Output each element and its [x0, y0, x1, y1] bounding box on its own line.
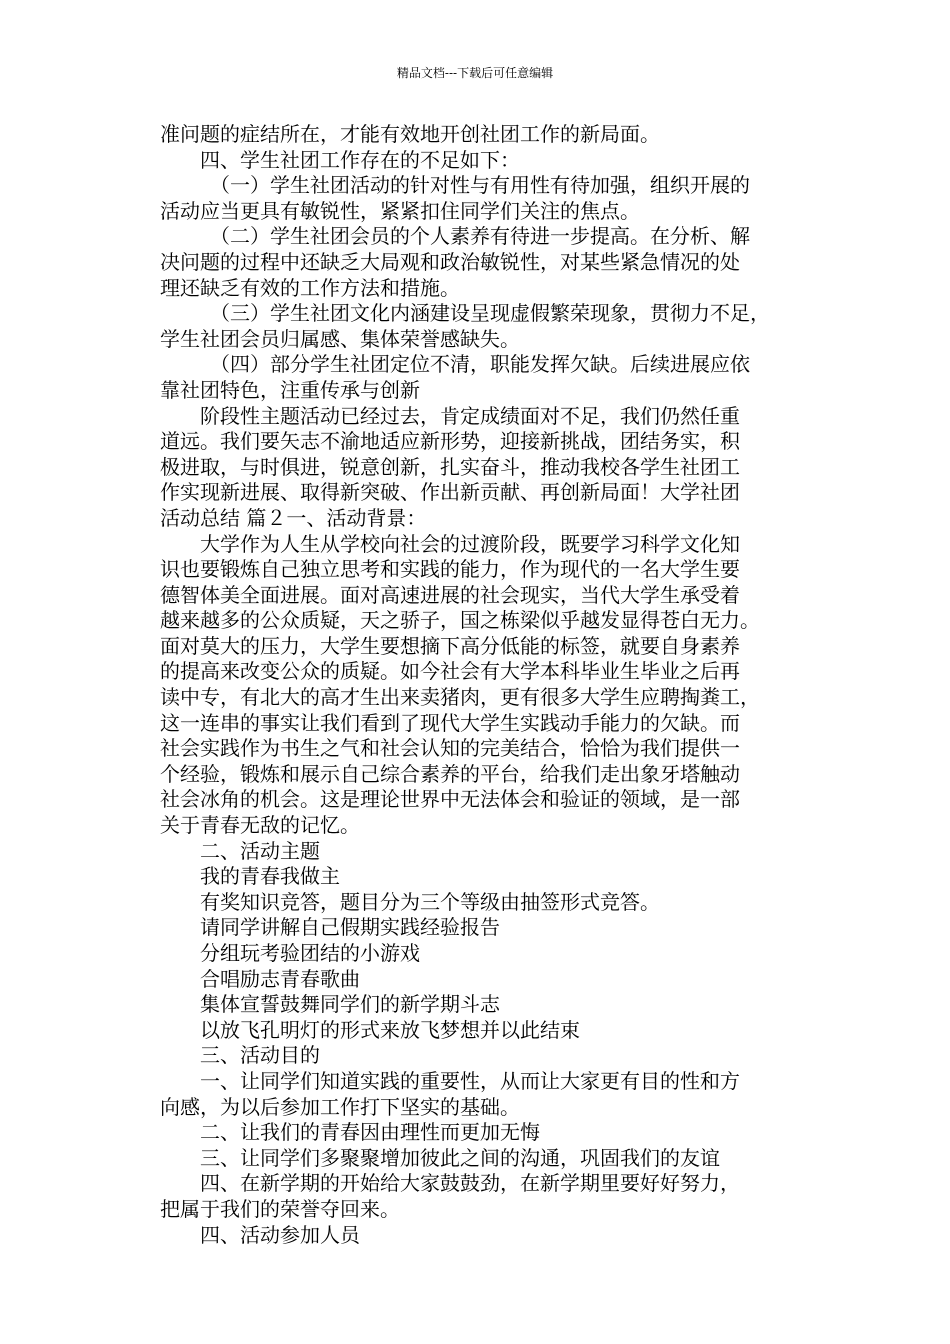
- text-line: 德智体美全面进展。面对高速进展的社会现实，当代大学生承受着: [160, 582, 740, 607]
- text-line: 越来越多的公众质疑，天之骄子，国之栋梁似乎越发显得苍白无力。: [160, 608, 760, 633]
- text-line: 活动总结 篇２一、活动背景：: [160, 505, 427, 530]
- text-line: 三、活动目的: [200, 1043, 320, 1068]
- text-line: 识也要锻炼自己独立思考和实践的能力，作为现代的一名大学生要: [160, 557, 740, 582]
- text-line: （二）学生社团会员的个人素养有待进一步提高。在分析、解: [210, 224, 750, 249]
- text-line: 集体宣誓鼓舞同学们的新学期斗志: [200, 992, 500, 1017]
- text-line: 合唱励志青春歌曲: [200, 966, 360, 991]
- text-line: 的提高来改变公众的质疑。如今社会有大学本科毕业生毕业之后再: [160, 659, 740, 684]
- text-line: 四、在新学期的开始给大家鼓鼓劲，在新学期里要好好努力，: [200, 1171, 740, 1196]
- text-line: 四、活动参加人员: [200, 1222, 360, 1247]
- text-line: 道远。我们要矢志不渝地适应新形势，迎接新挑战，团结务实，积: [160, 429, 740, 454]
- text-line: 这一连串的事实让我们看到了现代大学生实践动手能力的欠缺。而: [160, 710, 740, 735]
- text-line: 分组玩考验团结的小游戏: [200, 941, 420, 965]
- text-line: 二、让我们的青春因由理性而更加无悔: [200, 1120, 540, 1145]
- text-line: 三、让同学们多聚聚增加彼此之间的沟通，巩固我们的友谊: [200, 1145, 720, 1170]
- text-line: 准问题的症结所在，才能有效地开创社团工作的新局面。: [160, 122, 660, 146]
- text-line: 活动应当更具有敏锐性，紧紧扣住同学们关注的焦点。: [160, 198, 640, 223]
- text-line: 大学作为人生从学校向社会的过渡阶段，既要学习科学文化知: [200, 531, 740, 556]
- text-line: 请同学讲解自己假期实践经验报告: [200, 915, 500, 940]
- text-line: 二、活动主题: [200, 838, 320, 863]
- text-line: 作实现新进展、取得新突破、作出新贡献、再创新局面！大学社团: [160, 480, 740, 505]
- text-line: 向感，为以后参加工作打下坚实的基础。: [160, 1094, 520, 1119]
- text-line: 阶段性主题活动已经过去，肯定成绩面对不足，我们仍然任重: [200, 403, 740, 428]
- document-body: [160, 122, 800, 1248]
- text-line: （四）部分学生社团定位不清，职能发挥欠缺。后续进展应依: [210, 352, 750, 377]
- text-line: 社会实践作为书生之气和社会认知的完美结合，恰恰为我们提供一: [160, 736, 740, 761]
- text-line: 决问题的过程中还缺乏大局观和政治敏锐性，对某些紧急情况的处: [160, 249, 740, 274]
- text-line: 有奖知识竞答，题目分为三个等级由抽签形式竞答。: [200, 889, 660, 914]
- text-line: 社会冰角的机会。这是理论世界中无法体会和验证的领域，是一部: [160, 787, 740, 812]
- text-line: （一）学生社团活动的针对性与有用性有待加强，组织开展的: [210, 173, 750, 198]
- text-line: 面对莫大的压力，大学生要想摘下高分低能的标签，就要自身素养: [160, 633, 740, 658]
- text-line: 靠社团特色，注重传承与创新: [160, 377, 420, 402]
- text-line: 以放飞孔明灯的形式来放飞梦想并以此结束: [200, 1017, 580, 1042]
- text-line: 学生社团会员归属感、集体荣誉感缺失。: [160, 326, 520, 351]
- text-line: 理还缺乏有效的工作方法和措施。: [160, 275, 460, 300]
- text-line: 读中专，有北大的高才生出来卖猪肉，更有很多大学生应聘掏粪工，: [160, 685, 760, 710]
- text-line: 关于青春无敌的记忆。: [160, 813, 360, 838]
- text-line: 个经验，锻炼和展示自己综合素养的平台，给我们走出象牙塔触动: [160, 761, 740, 786]
- text-line: 极进取，与时俱进，锐意创新，扎实奋斗，推动我校各学生社团工: [160, 454, 740, 479]
- text-line: 四、学生社团工作存在的不足如下：: [200, 147, 520, 172]
- text-line: 把属于我们的荣誉夺回来。: [160, 1196, 400, 1221]
- page-header: 精品文档---下载后可任意编辑: [396, 66, 554, 80]
- text-line: 一、让同学们知道实践的重要性，从而让大家更有目的性和方: [200, 1068, 740, 1093]
- text-line: 我的青春我做主: [200, 864, 340, 889]
- text-line: （三）学生社团文化内涵建设呈现虚假繁荣现象，贯彻力不足，: [210, 301, 770, 326]
